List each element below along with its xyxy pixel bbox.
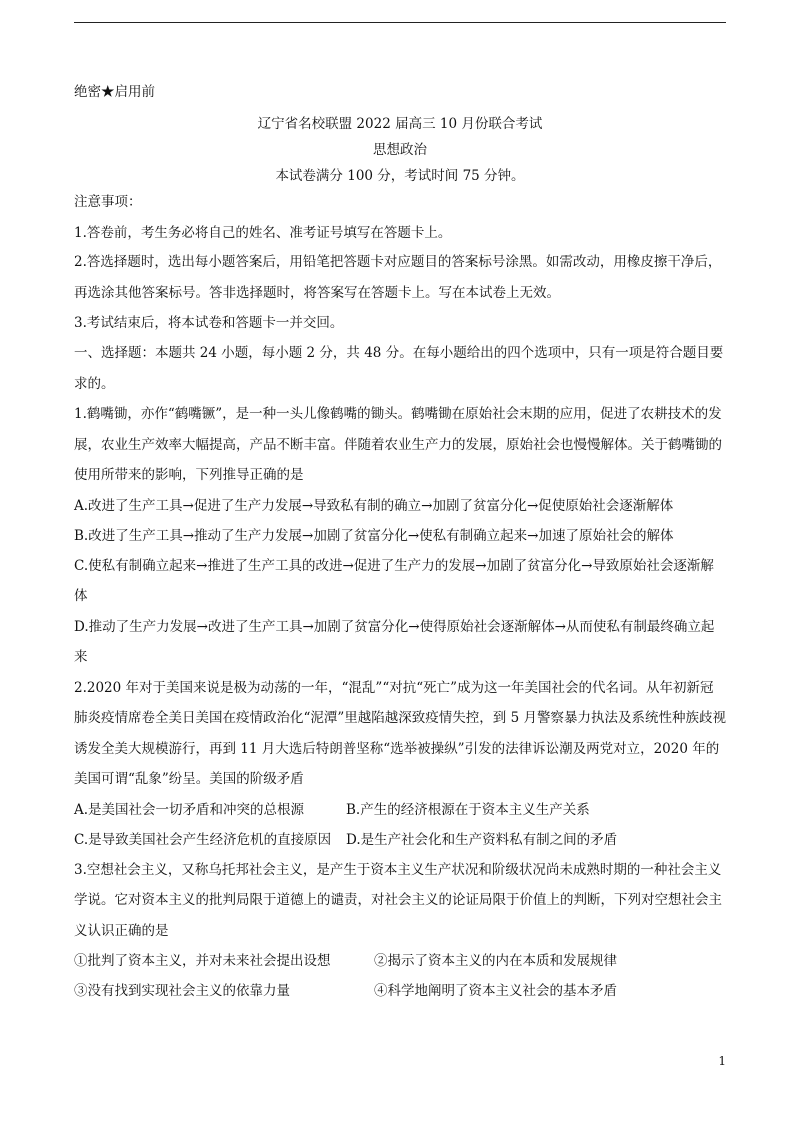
q3-items-row-1: [74, 951, 726, 971]
top-rule: [74, 22, 726, 23]
q3-item-4: ④科学地阐明了资本主义社会的基本矛盾: [374, 983, 617, 999]
section-1-title: 一、选择题：本题共 24 小题，每小题 2 分，共 48 分。在每小题给出的四个选项中，只有一项是符合题目要求的。: [74, 345, 724, 392]
notice-item-2: 2.答选择题时，选出每小题答案后，用铅笔把答题卡对应题目的答案标号涂黑。如需改动，用橡皮擦干净后，再选涂其他答案标号。答非选择题时，将答案写在答题卡上。写在本试卷上无效。: [74, 254, 722, 301]
q2-option-d: D.是生产社会化和生产资料私有制之间的矛盾: [346, 831, 618, 848]
confidential-mark: 绝密★启用前: [74, 84, 155, 100]
subject-title: 思想政治: [373, 142, 427, 158]
page-number: 1: [718, 1054, 726, 1068]
q2-option-a: A.是美国社会一切矛盾和冲突的总根源: [74, 801, 305, 818]
q1-option-a: A.改进了生产工具→促进了生产力发展→导致私有制的确立→加剧了贫富分化→促使原始社会逐渐解体: [74, 497, 674, 514]
q2-options-row-2: [74, 830, 726, 850]
q1-option-d: D.推动了生产力发展→改进了生产工具→加剧了贫富分化→使得原始社会逐渐解体→从而使私有制最终确立起来: [74, 618, 715, 665]
q1-stem: 1.鹤嘴锄，亦作“鹤嘴镢”，是一种一头儿像鹤嘴的锄头。鹤嘴锄在原始社会末期的应用，促进了农耕技术的发展，农业生产效率大幅提高，产品不断丰富。伴随着农业生产力的发展，原始社会也慢慢解体。关于鹤嘴锄的使用所带来的影响，下列推导正确的是: [74, 406, 722, 483]
q2-option-b: B.产生的经济根源在于资本主义生产关系: [346, 801, 590, 818]
q3-items-row-2: [74, 981, 726, 1001]
q1-option-c: C.使私有制确立起来→推进了生产工具的改进→促进了生产力的发展→加剧了贫富分化→导致原始社会逐渐解体: [74, 557, 714, 604]
q3-item-1: ①批判了资本主义，并对未来社会提出设想: [74, 953, 331, 969]
notice-title: 注意事项：: [74, 194, 142, 210]
exam-title: 辽宁省名校联盟 2022 届高三 10 月份联合考试: [257, 116, 543, 132]
q3-item-3: ③没有找到实现社会主义的依靠力量: [74, 983, 290, 999]
q2-stem: 2.2020 年对于美国来说是极为动荡的一年，“混乱”“对抗“死亡”成为这一年美国社会的代名词。从年初新冠肺炎疫情席卷全美日美国在疫情政治化“泥潭”里越陷越深致疫情失控，到 5 月警察暴力执法及系统性种族歧视诱发全美大规模游行，再到 11 月大选后特朗普坚称“选举被操纵”引发的法律诉讼潮及两党对立，2020 年的美国可谓“乱象”纷呈。美国的阶级矛盾: [74, 679, 726, 787]
score-time: 本试卷满分 100 分，考试时间 75 分钟。: [275, 168, 525, 184]
q2-options-row-1: [74, 800, 726, 820]
notice-item-1: 1.答卷前，考生务必将自己的姓名、准考证号填写在答题卡上。: [74, 225, 452, 241]
q3-item-2: ②揭示了资本主义的内在本质和发展规律: [374, 953, 617, 969]
q1-option-b: B.改进了生产工具→推动了生产力发展→加剧了贫富分化→使私有制确立起来→加速了原始社会的解体: [74, 527, 674, 544]
q3-stem: 3.空想社会主义，又称乌托邦社会主义，是产生于资本主义生产状况和阶级状况尚未成熟时期的一种社会主义学说。它对资本主义的批判局限于道德上的谴责，对社会主义的论证局限于价值上的判断，下列对空想社会主义认识正确的是: [74, 861, 722, 939]
notice-item-3: 3.考试结束后，将本试卷和答题卡一并交回。: [74, 315, 344, 331]
exam-page: [74, 82, 726, 1001]
q2-option-c: C.是导致美国社会产生经济危机的直接原因: [74, 831, 332, 848]
